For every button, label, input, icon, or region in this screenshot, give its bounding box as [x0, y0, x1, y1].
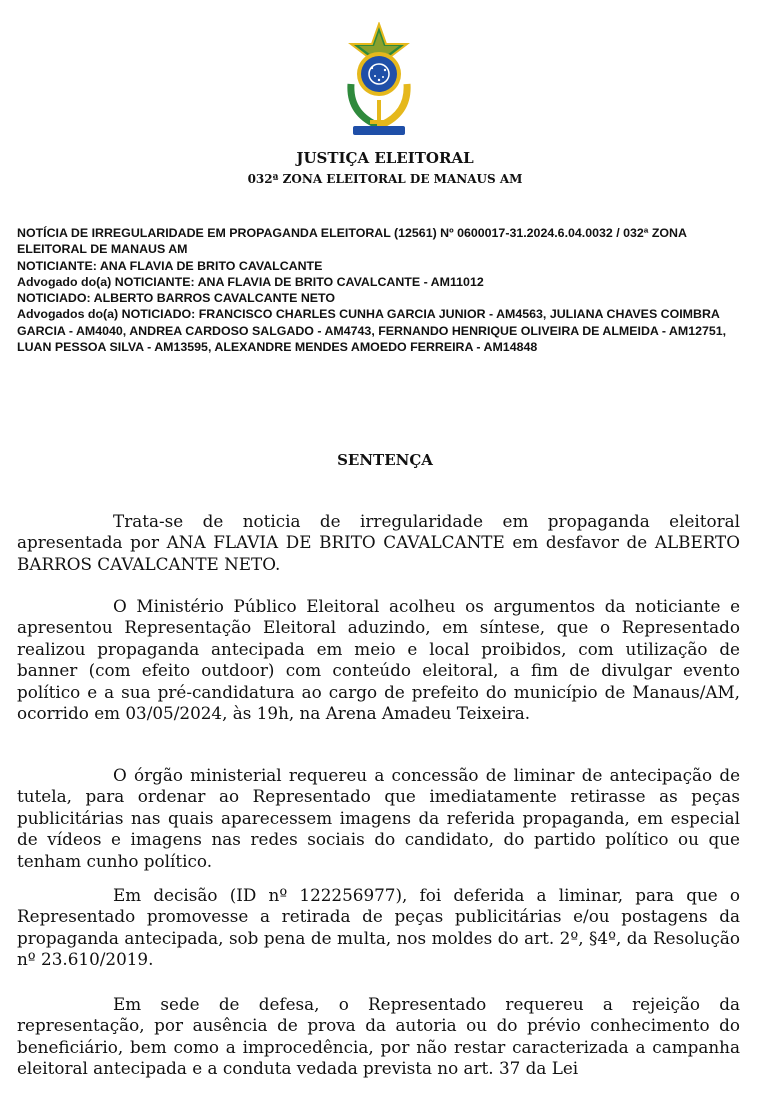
noticiante-line: NOTICIANTE: ANA FLAVIA DE BRITO CAVALCANTE	[17, 258, 323, 273]
case-metadata	[17, 225, 753, 355]
process-line: NOTÍCIA DE IRREGULARIDADE EM PROPAGANDA ELEITORAL (12561) Nº 0600017-31.2024.6.04.0032 / 032ª ZONA ELEITORAL DE MANAUS AM	[17, 226, 687, 257]
paragraph: O órgão ministerial requereu a concessão de liminar de antecipação de tutela, para ordenar ao Representado que imediatamente retirasse as peças publicitárias nas quais aparecessem imagens da referida propaganda, em especial de vídeos e imagens nas redes sociais do candidato, do partido político ou que tenham cunho político.	[17, 765, 740, 871]
paragraph: O Ministério Público Eleitoral acolheu os argumentos da noticiante e apresentou Representação Eleitoral aduzindo, em síntese, que o Representado realizou propaganda antecipada em meio e local proibidos, com utilização de banner (com efeito outdoor) com conteúdo eleitoral, a fim de divulgar evento político e a sua pré-candidatura ao cargo de prefeito do município de Manaus/AM, ocorrido em 03/05/2024, às 19h, na Arena Amadeu Teixeira.	[17, 596, 740, 724]
noticiado-line: NOTICIADO: ALBERTO BARROS CAVALCANTE NETO	[17, 291, 336, 306]
paragraph: Em sede de defesa, o Representado requereu a rejeição da representação, por ausência de prova da autoria ou do prévio conhecimento do beneficiário, bem como a improcedência, por não restar caracterizada a campanha eleitoral antecipada e a conduta vedada prevista no art. 37 da Lei	[17, 994, 740, 1079]
coat-of-arms-emblem	[339, 22, 419, 138]
court-zone: 032ª ZONA ELEITORAL DE MANAUS AM	[247, 172, 523, 186]
sentence-title: SENTENÇA	[337, 451, 433, 469]
court-title: JUSTIÇA ELEITORAL	[296, 149, 474, 167]
advogados-noticiado-line: Advogados do(a) NOTICIADO: FRANCISCO CHARLES CUNHA GARCIA JUNIOR - AM4563, JULIANA CHAVES COIMBRA GARCIA - AM4040, ANDREA CARDOSO SALGADO - AM4743, FERNANDO HENRIQUE OLIVEIRA DE ALMEIDA - AM12751, LUAN PESSOA SILVA - AM13595, ALEXANDRE MENDES AMOEDO FERREIRA - AM14848	[17, 307, 727, 355]
paragraph: Em decisão (ID nº 122256977), foi deferida a liminar, para que o Representado promovesse a retirada de peças publicitárias e/ou postagens da propaganda antecipada, sob pena de multa, nos moldes do art. 2º, §4º, da Resolução nº 23.610/2019.	[17, 885, 740, 970]
advogado-noticiante-line: Advogado do(a) NOTICIANTE: ANA FLAVIA DE BRITO CAVALCANTE - AM11012	[17, 274, 484, 289]
paragraph: Trata-se de noticia de irregularidade em propaganda eleitoral apresentada por ANA FLAVIA DE BRITO CAVALCANTE em desfavor de ALBERTO BARROS CAVALCANTE NETO.	[17, 511, 740, 574]
